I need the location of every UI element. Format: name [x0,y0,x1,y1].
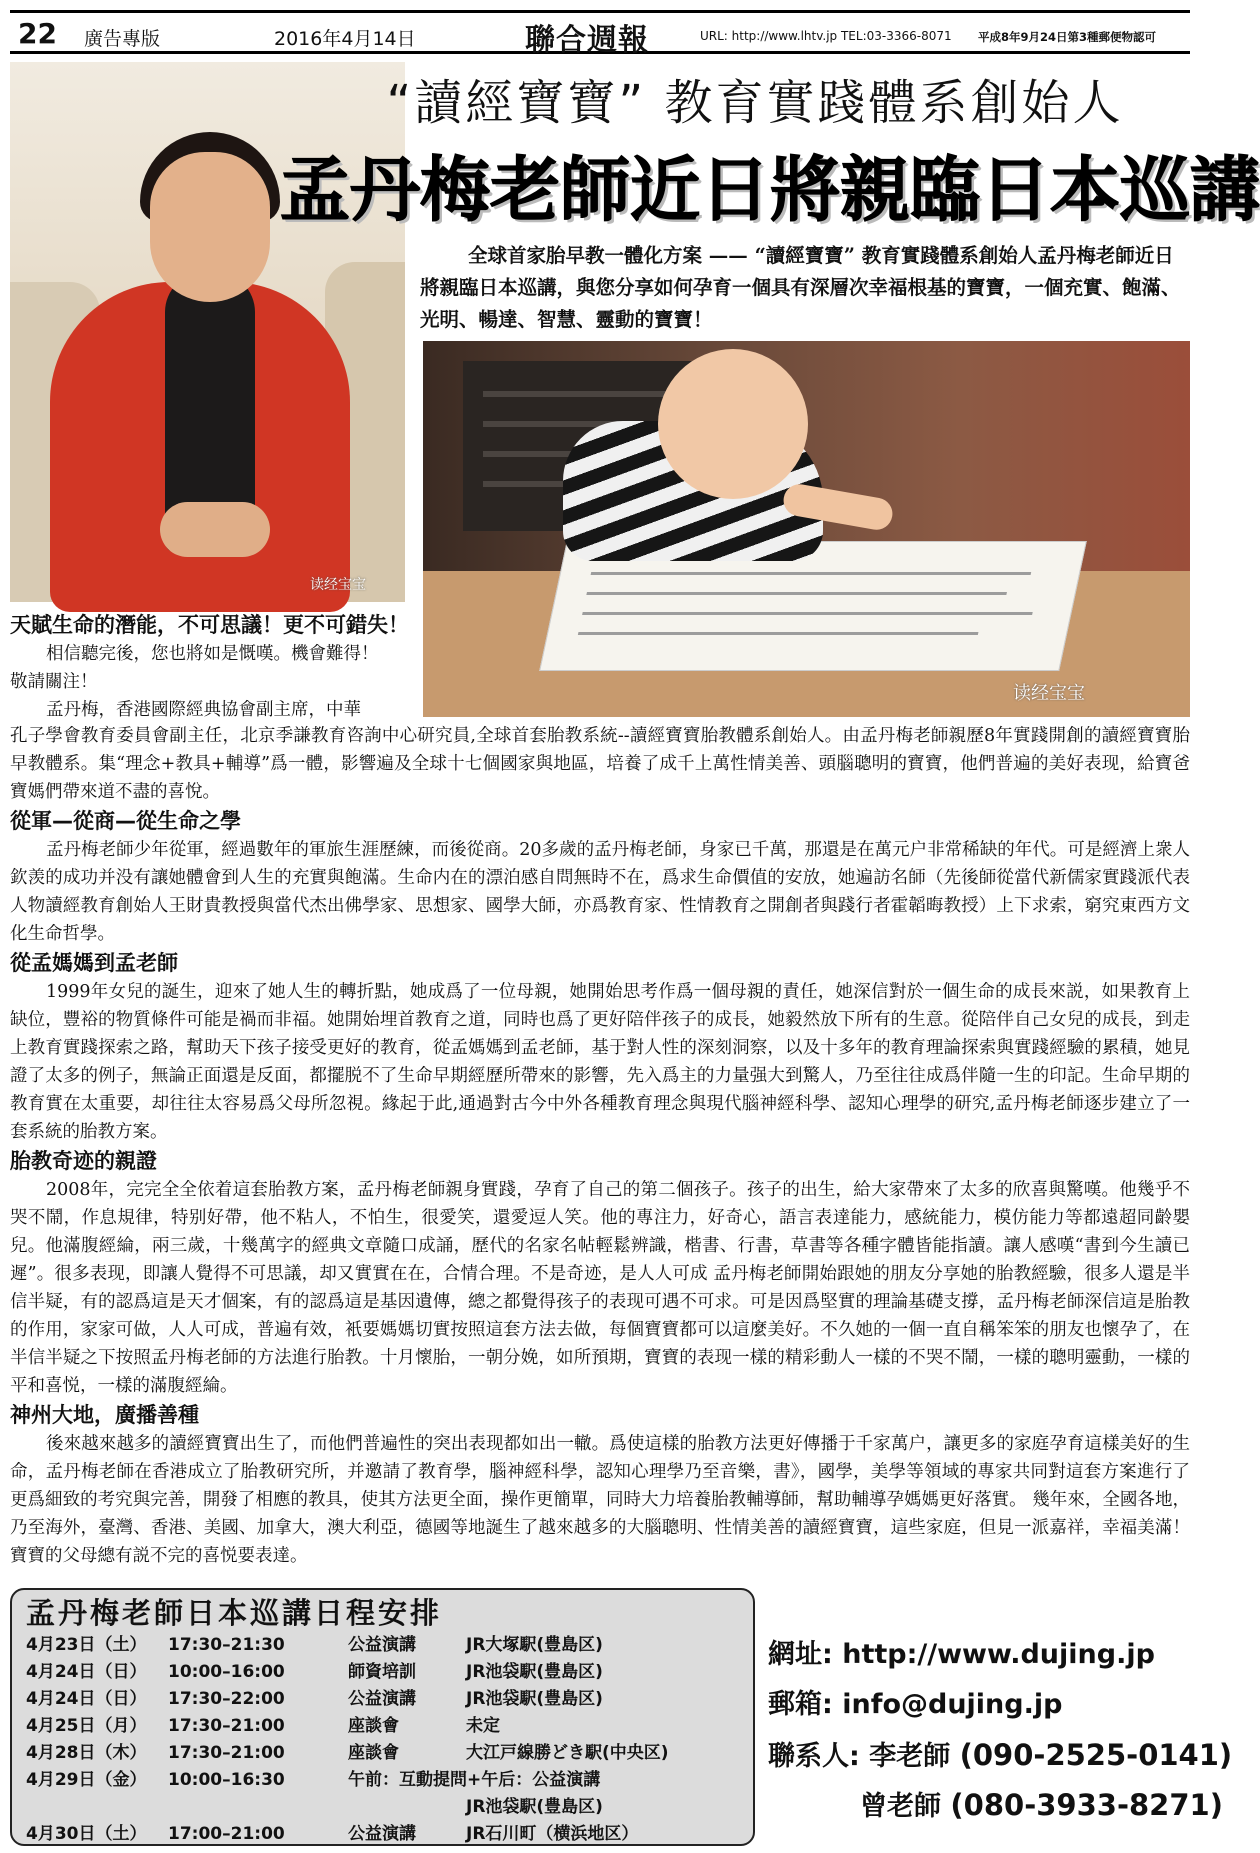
schedule-time: 10:00–16:30 [168,1770,285,1790]
schedule-date: 4月28日（木） [26,1743,147,1763]
schedule-location: 大江戸線勝どき駅(中央区) [466,1743,669,1763]
schedule-location: JR大塚駅(豊島区) [466,1635,603,1655]
website-link[interactable]: http://www.dujing.jp [842,1639,1155,1670]
lead-heading: 天賦生命的潛能，不可思議！更不可錯失！ [10,613,409,637]
schedule-row [26,1686,739,1713]
schedule-type: 座談會 [348,1716,399,1736]
schedule-box [10,1588,755,1846]
email-label: 郵箱: [768,1689,833,1720]
schedule-time: 10:00–16:00 [168,1662,285,1682]
website-label: 網址: [768,1639,833,1670]
schedule-time: 17:30–21:00 [168,1743,285,1763]
contact-person-2: 曾老師 [860,1791,941,1822]
schedule-date: 4月29日（金） [26,1770,147,1790]
newspaper-url-tel: URL: http://www.lhtv.jp TEL:03-3366-8071 [700,29,952,43]
schedule-date: 4月30日（土） [26,1824,147,1844]
bio-paragraph: 孔子學會教育委員會副主任，北京季謙教育咨詢中心研究員,全球首套胎教系統--讀經寶寶胎教體系創始人。由孟丹梅老師親歷8年實踐開創的讀經寶寶胎早教體系。集“理念+教具+輔導”爲一體，影響遍及全球十七個國家與地區，培養了成千上萬性情美善、頭腦聰明的寶寶，他們普遍的美好表现，給寶爸寶媽們帶來道不盡的喜悅。 [10,726,1190,802]
section-heading: 胎教奇迹的親證 [10,1149,157,1173]
schedule-type: 公益演講 [348,1635,416,1655]
headline-subtitle: “讀經寶寶” 教育實踐體系創始人 [386,75,1124,131]
contact-phone-1: (090-2525-0141) [959,1738,1233,1772]
page-header [10,10,1190,58]
page-number: 22 [18,17,57,50]
contact-line-2 [768,1780,1223,1830]
schedule-time: 17:00–21:00 [168,1824,285,1844]
section-body: 2008年，完完全全依着這套胎教方案，孟丹梅老師親身實踐，孕育了自己的第二個孩子。孩子的出生，給大家帶來了太多的欣喜與驚嘆。他幾乎不哭不鬧，作息規律，特别好帶，他不粘人，不怕生，很愛笑，還愛逗人笑。他的專注力，好奇心，語言表達能力，感統能力，模仿能力等都遠超同齡嬰兒。他滿腹經綸，兩三歲，十幾萬字的經典文章隨口成誦，歷代的名家名帖輕鬆辨識，楷書、行書，草書等各種字體皆能指讀。讓人感嘆“書到今生讀已遲”。很多表现，即讓人覺得不可思議，却又實實在在，合情合理。不是奇迹，是人人可成 孟丹梅老師開始跟她的朋友分享她的胎教經驗，很多人還是半信半疑，有的認爲這是天才個案，有的認爲這是基因遺傳，總之都覺得孩子的表现可遇不可求。可是因爲堅實的理論基礎支撐，孟丹梅老師深信這是胎教的作用，家家可做，人人可成，普遍有效，衹要媽媽切實按照這套方法去做，每個寶寶都可以這麼美好。不久她的一個一直自稱笨笨的朋友也懷孕了，在半信半疑之下按照孟丹梅老師的方法進行胎教。十月懷胎，一朝分娩，如所預期，寶寶的表现一樣的精彩動人一樣的不哭不鬧，一樣的聰明靈動，一樣的平和喜悦，一樣的滿腹經綸。 [10,1180,1190,1396]
schedule-location: JR石川町（横浜地区） [466,1824,639,1844]
schedule-type: 午前：互動提問+午后：公益演講 [348,1770,601,1790]
contact-label: 聯系人: [768,1741,860,1772]
baby-watermark: 读经宝宝 [1013,683,1085,704]
schedule-date: 4月24日（日） [26,1662,147,1682]
schedule-row [26,1821,739,1848]
contact-person-1: 李老師 [869,1741,951,1772]
email-link[interactable]: info@dujing.jp [842,1689,1063,1720]
schedule-date: 4月24日（日） [26,1689,147,1709]
schedule-row [26,1767,739,1821]
article-body [10,722,1190,1570]
issue-date: 2016年4月14日 [274,28,416,50]
schedule-type: 公益演講 [348,1689,416,1709]
contact-phone-2: (080-3933-8271) [950,1788,1223,1822]
lead-column [10,610,415,724]
contact-line-1 [768,1730,1233,1780]
section-heading: 從孟媽媽到孟老師 [10,951,178,975]
schedule-type: 師資培訓 [348,1662,416,1682]
schedule-row [26,1632,739,1659]
bio-start: 孟丹梅，香港國際經典協會副主席，中華 [46,700,361,720]
postal-permit: 平成8年9月24日第3種郵便物認可 [978,30,1157,44]
section-body: 孟丹梅老師少年從軍，經過數年的軍旅生涯歷練，而後從商。20多歲的孟丹梅老師，身家已千萬，那還是在萬元户非常稀缺的年代。可是經濟上衆人欽羡的成功并没有讓她體會到人生的充實與飽滿。生命内在的漂泊感自問無時不在，爲求生命價值的安放，她遍訪名師（先後師從當代新儒家實踐派代表人物讀經教育創始人王財貴教授與當代杰出佛學家、思想家、國學大師，亦爲教育家、性情教育之開創者與踐行者霍韜晦教授）上下求索，窮究東西方文化生命哲學。 [10,840,1190,944]
schedule-type: 座談會 [348,1743,399,1763]
email-line [768,1680,1188,1730]
schedule-row [26,1740,739,1767]
schedule-location: 未定 [466,1716,500,1736]
intro-paragraph: 全球首家胎早教一體化方案 —— “讀經寶寶” 教育實踐體系創始人孟丹梅老師近日將親臨日本巡講，與您分享如何孕育一個具有深層次幸福根基的寶寶，一個充實、飽滿、光明、暢達、智慧、靈動的寶寶！ [420,244,1181,331]
schedule-location: JR池袋駅(豊島区) [466,1662,603,1682]
website-line [768,1630,1188,1680]
schedule-type: 公益演講 [348,1824,416,1844]
schedule-date: 4月23日（土） [26,1635,147,1655]
headline-title: 孟丹梅老師近日將親臨日本巡講 [280,149,1260,231]
schedule-row [26,1713,739,1740]
section-heading: 從軍—從商—從生命之學 [10,809,241,833]
section-body: 後來越來越多的讀經寶寶出生了，而他們普遍性的突出表现都如出一轍。爲使這樣的胎教方法更好傳播于千家萬户，讓更多的家庭孕育這樣美好的生命，孟丹梅老師在香港成立了胎教研究所，并邀請了教育學，腦神經科學，認知心理學乃至音樂，書》，國學，美學等領域的專家共同對這套方案進行了更爲細致的考究與完善，開發了相應的教具，使其方法更全面，操作更簡單，同時大力培養胎教輔導師，幫助輔導孕媽媽更好落實。 幾年來，全國各地，乃至海外，臺灣、香港、美國、加拿大，澳大利亞，德國等地誕生了越來越多的大腦聰明、性情美善的讀經寶寶，這些家庭，但見一派嘉祥，幸福美滿！寶寶的父母總有説不完的喜悦要表達。 [10,1434,1190,1566]
baby-reading-photo [423,341,1190,717]
contact-info [768,1630,1233,1830]
schedule-time: 17:30–22:00 [168,1689,285,1709]
schedule-location: JR池袋駅(豊島区) [466,1797,603,1817]
lead-line: 相信聽完後，您也將如是慨嘆。機會難得！ [46,644,379,664]
section-label: 廣告專版 [84,28,161,50]
lead-line: 敬請關注！ [10,672,98,692]
schedule-time: 17:30–21:30 [168,1635,285,1655]
section-body: 1999年女兒的誕生，迎來了她人生的轉折點，她成爲了一位母親，她開始思考作爲一個母親的責任，她深信對於一個生命的成長來説，如果教育上缺位，豐裕的物質條件可能是禍而非福。她開始埋首教育之道，同時也爲了更好陪伴孩子的成長，她毅然放下所有的生意。從陪伴自己女兒的成長，到走上教育實踐探索之路，幫助天下孩子接受更好的教育，從孟媽媽到孟老師，基于對人性的深刻洞察，以及十多年的教育理論探索與實踐經驗的累積，她見證了太多的例子，無論正面還是反面，都擺脱不了生命早期經歷所帶來的影響，先入爲主的力量强大到驚人，乃至往往成爲伴隨一生的印記。生命早期的教育實在太重要，却往往太容易爲父母所忽視。緣起于此,通過對古今中外各種教育理念與現代腦神經科學、認知心理學的研究,孟丹梅老師逐步建立了一套系統的胎教方案。 [10,982,1190,1142]
schedule-title: 孟丹梅老師日本巡講日程安排 [26,1596,443,1630]
section-heading: 神州大地，廣播善種 [10,1403,199,1427]
schedule-location: JR池袋駅(豊島区) [466,1689,603,1709]
portrait-watermark: 读经宝宝 [310,577,366,593]
schedule-row [26,1659,739,1686]
schedule-time: 17:30–21:00 [168,1716,285,1736]
schedule-date: 4月25日（月） [26,1716,147,1736]
newspaper-logo: 聯合週報 [525,23,649,58]
